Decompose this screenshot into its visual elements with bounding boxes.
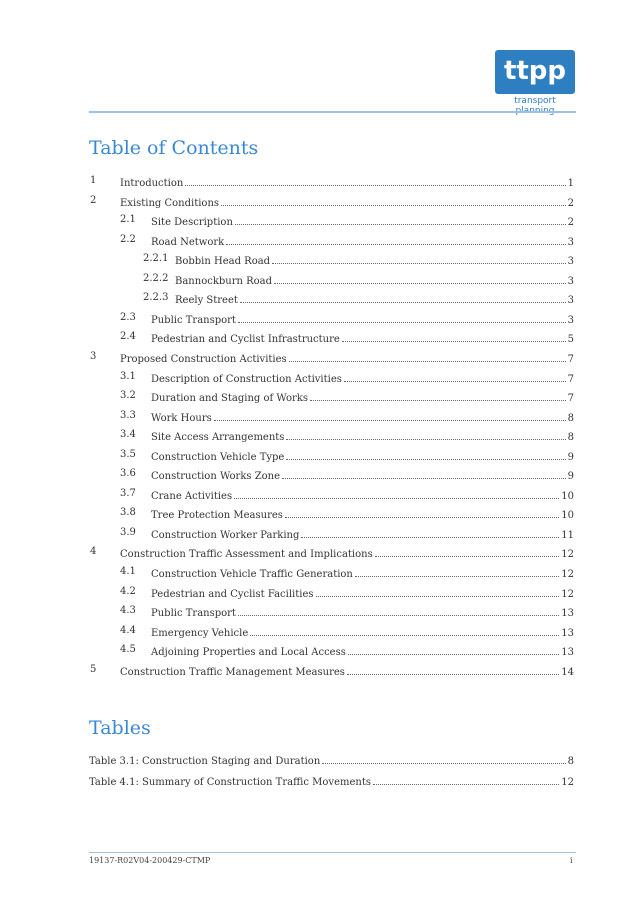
table-list-entry[interactable] [89,772,574,788]
toc-entry[interactable] [120,369,574,385]
toc-leader-dots [240,302,566,303]
toc-entry-number: 3 [90,351,97,362]
toc-entry-page: 9 [567,471,574,482]
toc-leader-dots [221,205,566,206]
toc-entry[interactable] [90,544,574,560]
toc-entry-page: 13 [561,608,574,619]
toc-entry-page: 3 [567,256,574,267]
toc-leader-dots [274,283,566,284]
toc-leader-dots [355,576,559,577]
toc-entry-page: 3 [567,276,574,287]
toc-entry-page: 8 [567,432,574,443]
toc-entry-title: Emergency Vehicle [151,628,249,639]
toc-entry-title: Bobbin Head Road [175,256,271,267]
toc-entry-number: 2.3 [120,312,136,323]
toc-entry-page: 8 [567,413,574,424]
toc-entry[interactable] [143,290,574,306]
toc-leader-dots [238,322,566,323]
toc-entry[interactable] [90,173,574,189]
toc-entry-title: Bannockburn Road [175,276,273,287]
toc-entry[interactable] [120,427,574,443]
toc-entry[interactable] [120,310,574,326]
toc-entry-page: 14 [561,667,574,678]
toc-entry[interactable] [120,212,574,228]
toc-entry[interactable] [120,525,574,541]
toc-entry-title: Public Transport [151,315,236,326]
toc-entry-title: Public Transport [151,608,236,619]
toc-entry[interactable] [90,662,574,678]
logo-subtitle: transport [514,96,556,106]
toc-entry[interactable] [120,447,574,463]
toc-leader-dots [285,517,559,518]
toc-entry-title: Construction Vehicle Type [151,452,285,463]
toc-entry-number: 3.5 [120,449,136,460]
toc-entry-title: Pedestrian and Cyclist Infrastructure [151,334,340,345]
toc-entry-title: Duration and Staging of Works [151,393,308,404]
toc-leader-dots [322,763,565,764]
toc-entry-number: 3.8 [120,507,136,518]
toc-leader-dots [234,498,559,499]
toc-entry-title: Construction Vehicle Traffic Generation [151,569,353,580]
toc-leader-dots [316,596,560,597]
toc-leader-dots [235,224,566,225]
toc-leader-dots [226,244,565,245]
toc-leader-dots [286,439,565,440]
toc-entry-title: Existing Conditions [120,198,220,209]
toc-entry-number: 1 [90,175,97,186]
toc-entry-title: Reely Street [175,295,238,306]
toc-entry-page: 7 [567,354,574,365]
toc-entry-number: 2.1 [120,214,136,225]
toc-entry[interactable] [90,193,574,209]
toc-entry[interactable] [120,466,574,482]
toc-entry-number: 3.1 [120,371,136,382]
toc-entry-number: 3.2 [120,390,136,401]
toc-entry-number: 3.7 [120,488,136,499]
toc-entry-title: Road Network [151,237,225,248]
toc-entry-title: Construction Traffic Assessment and Implications [120,549,373,560]
table-list-title: Table 3.1: Construction Staging and Duration [89,756,321,767]
toc-entry[interactable] [120,232,574,248]
toc-entry-number: 3.6 [120,468,136,479]
toc-entry[interactable] [120,603,574,619]
toc-entry-number: 2 [90,195,97,206]
toc-leader-dots [301,537,559,538]
toc-entry-title: Construction Works Zone [151,471,281,482]
toc-entry-page: 1 [567,178,574,189]
toc-entry-number: 2.2.3 [143,292,169,303]
toc-entry-page: 10 [561,491,574,502]
toc-entry-number: 4.5 [120,644,136,655]
toc-entry-page: 13 [561,628,574,639]
toc-entry[interactable] [143,251,574,267]
toc-entry[interactable] [120,623,574,639]
tables-heading: Tables [89,717,151,739]
toc-entry-number: 5 [90,664,97,675]
toc-entry-number: 4.3 [120,605,136,616]
toc-entry-page: 5 [567,334,574,345]
toc-entry-title: Site Description [151,217,233,228]
toc-entry-number: 4.1 [120,566,136,577]
toc-entry[interactable] [120,408,574,424]
toc-entry-page: 7 [567,374,574,385]
toc-entry-title: Pedestrian and Cyclist Facilities [151,589,314,600]
header-rule [89,111,576,113]
toc-entry-page: 10 [561,510,574,521]
toc-entry-number: 3.4 [120,429,136,440]
toc-entry-page: 2 [567,198,574,209]
company-logo [495,50,575,108]
toc-heading: Table of Contents [89,137,259,159]
toc-entry-number: 2.2 [120,234,136,245]
toc-entry-number: 4.2 [120,586,136,597]
toc-entry-number: 3.3 [120,410,136,421]
toc-entry[interactable] [90,349,574,365]
toc-entry-title: Proposed Construction Activities [120,354,287,365]
toc-entry-title: Crane Activities [151,491,233,502]
toc-entry-page: 12 [561,589,574,600]
toc-entry[interactable] [120,584,574,600]
toc-entry-page: 11 [561,530,574,541]
toc-entry-number: 3.9 [120,527,136,538]
table-list-page: 8 [567,756,574,767]
toc-leader-dots [272,263,566,264]
toc-leader-dots [214,420,566,421]
toc-entry-page: 3 [567,295,574,306]
table-list-page: 12 [561,777,574,788]
toc-entry-page: 3 [567,237,574,248]
toc-entry-number: 2.4 [120,331,136,342]
toc-entry-title: Site Access Arrangements [151,432,285,443]
toc-entry-title: Introduction [120,178,184,189]
toc-leader-dots [342,341,566,342]
toc-leader-dots [373,784,559,785]
toc-entry-title: Construction Traffic Management Measures [120,667,345,678]
toc-entry-title: Construction Worker Parking [151,530,300,541]
toc-entry[interactable] [120,388,574,404]
toc-entry-page: 3 [567,315,574,326]
footer-rule [89,852,576,853]
toc-leader-dots [347,674,559,675]
toc-entry-number: 4.4 [120,625,136,636]
toc-entry-page: 2 [567,217,574,228]
table-list-title: Table 4.1: Summary of Construction Traffic Movements [89,777,371,788]
table-list-entry[interactable] [89,751,574,767]
toc-leader-dots [289,361,566,362]
toc-entry-page: 12 [561,569,574,580]
toc-leader-dots [250,635,559,636]
toc-entry-page: 13 [561,647,574,658]
toc-entry-number: 4 [90,546,97,557]
toc-leader-dots [185,185,565,186]
toc-leader-dots [310,400,566,401]
toc-entry[interactable] [120,329,574,345]
toc-leader-dots [348,654,559,655]
toc-entry[interactable] [143,271,574,287]
toc-entry-title: Adjoining Properties and Local Access [151,647,346,658]
toc-entry-page: 9 [567,452,574,463]
toc-leader-dots [344,381,566,382]
toc-entry-title: Work Hours [151,413,212,424]
toc-entry-title: Description of Construction Activities [151,374,342,385]
toc-leader-dots [282,478,566,479]
toc-leader-dots [286,459,565,460]
toc-entry-number: 2.2.1 [143,253,169,264]
logo-wordmark: ttpp [495,50,575,94]
toc-leader-dots [375,556,560,557]
toc-entry-number: 2.2.2 [143,273,169,284]
toc-entry-page: 7 [567,393,574,404]
footer-page-number: i [570,856,573,865]
toc-entry[interactable] [120,642,574,658]
toc-leader-dots [238,615,559,616]
toc-entry[interactable] [120,505,574,521]
toc-entry-title: Tree Protection Measures [151,510,283,521]
toc-entry-page: 12 [561,549,574,560]
footer-doc-ref: 19137-R02V04-200429-CTMP [89,856,211,865]
toc-entry[interactable] [120,486,574,502]
toc-entry[interactable] [120,564,574,580]
